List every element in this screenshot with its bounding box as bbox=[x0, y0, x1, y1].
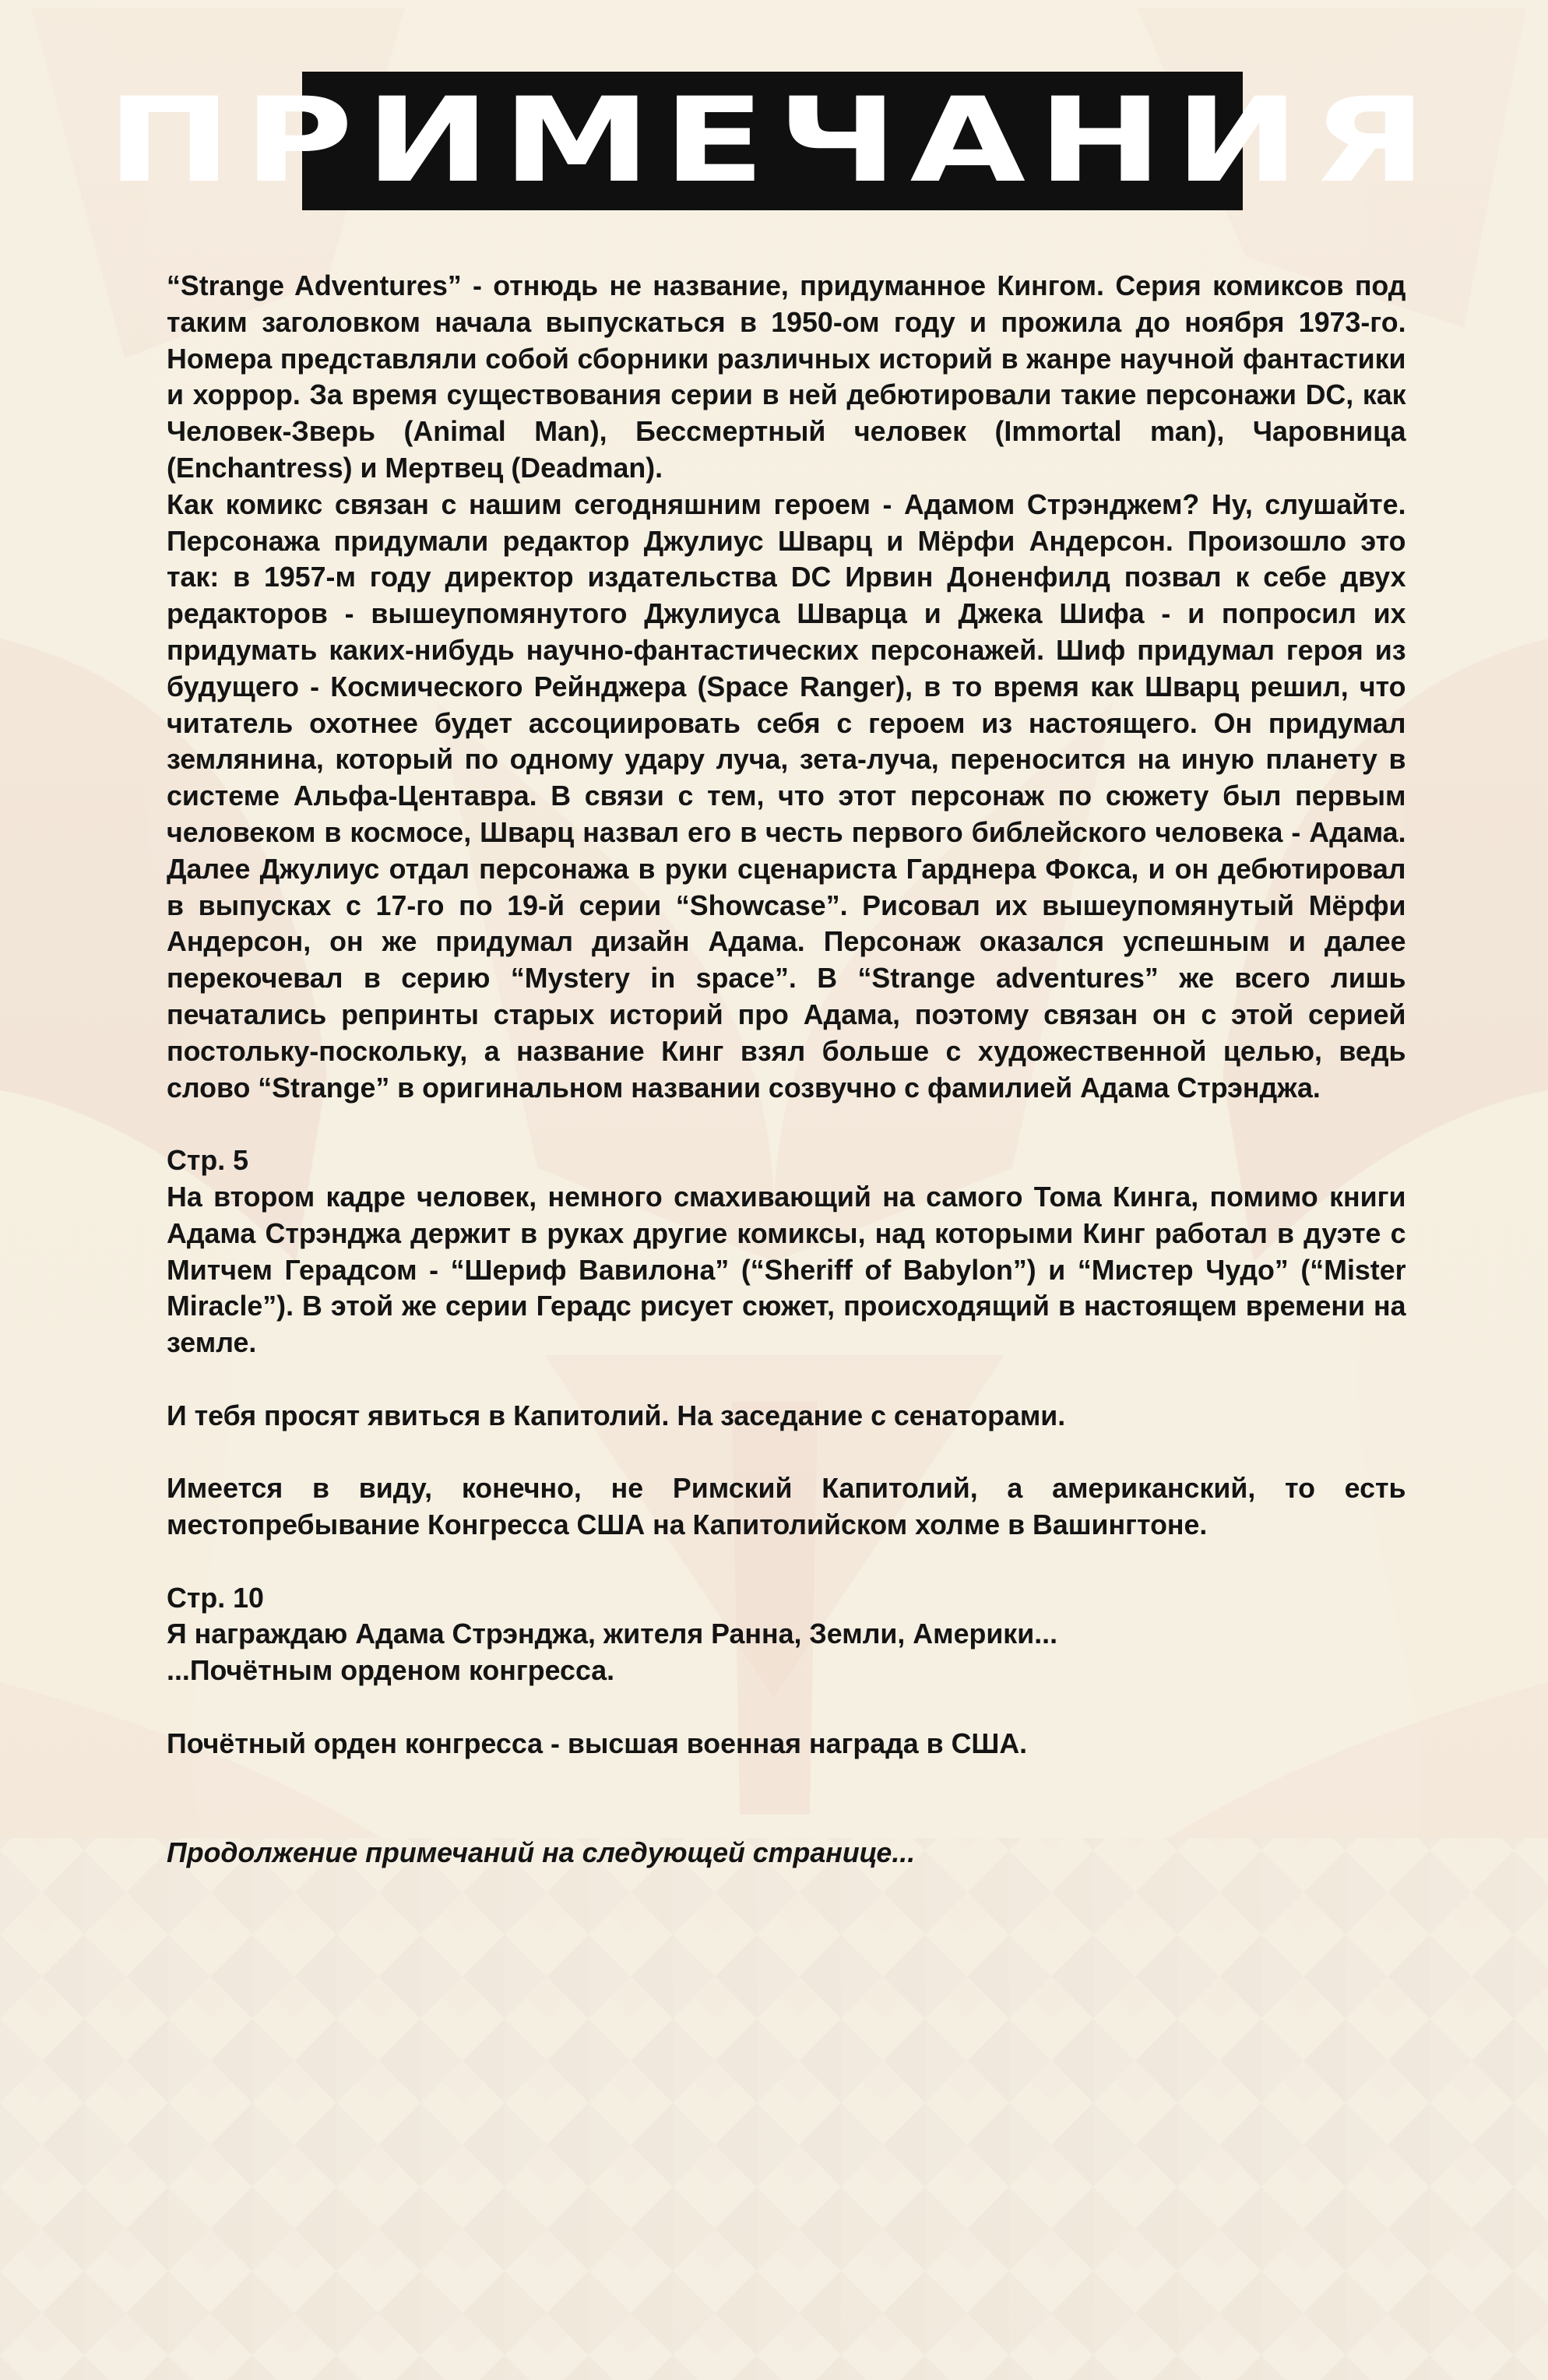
page-10-label: Стр. 10 bbox=[167, 1581, 264, 1614]
quote-award-line-1: Я награждаю Адама Стрэнджа, жителя Ранна, Земли, Америки... bbox=[167, 1618, 1058, 1650]
paragraph-strange-adventures: “Strange Adventures” - отнюдь не название, придуманное Кингом. Серия комиксов под таким заголовком начала выпускаться в 1950-ом году и прожила до ноября 1973-го. Номера представляли собой сборники различных историй в жанре научной фантастики и хоррор. За время существования серии в ней дебютировали такие персонажи DC, как Человек-Зверь (Animal Man), Бессмертный человек (Immortal man), Чаровница (Enchantress) и Мертвец (Deadman). bbox=[167, 269, 1406, 484]
notes-body bbox=[167, 268, 1406, 1871]
quote-award-line-2: ...Почётным орденом конгресса. bbox=[167, 1654, 615, 1687]
page-title: ПРИМЕЧАНИЯ bbox=[106, 73, 1439, 209]
title-banner bbox=[106, 72, 1439, 210]
paragraph-adam-strange: Как комикс связан с нашим сегодняшним героем - Адамом Стрэнджем? Ну, слушайте. Персонажа придумали редактор Джулиус Шварц и Мёрфи Андерсон. Произошло это так: в 1957-м году директор издательства DC Ирвин Доненфилд позвал к себе двух редакторов - вышеупомянутого Джулиуса Шварца и Джека Шифа - и попросил их придумать каких-нибудь научно-фантастических персонажей. Шиф придумал героя из будущего - Космического Рейнджера (Space Ranger), в то время как Шварц решил, что читатель охотнее будет ассоциировать себя с героем из настоящего. Он придумал землянина, который по одному удару луча, зета-луча, переносится на иную планету в системе Альфа-Центавра. В связи с тем, что этот персонаж по сюжету был первым человеком в космосе, Шварц назвал его в честь первого библейского человека - Адама. Далее Джулиус отдал персонажа в руки сценариста Гарднера Фокса, и он дебютировал в выпусках с 17-го по 19-й серии “Showcase”. Рисовал их вышеупомянутый Мёрфи Андерсон, он же придумал дизайн Адама. Персонаж оказался успешным и далее перекочевал в серию “Mystery in space”. В “Strange adventures” же всего лишь печатались репринты старых историй про Адама, поэтому связан он с этой серией постольку-поскольку, а название Кинг взял больше с художественной целью, ведь слово “Strange” в оригинальном названии созвучно с фамилией Адама Стрэнджа. bbox=[167, 488, 1406, 1104]
paragraph-page-5: На втором кадре человек, немного смахивающий на самого Тома Кинга, помимо книги Адама Стрэнджа держит в руках другие комиксы, над которыми Кинг работал в дуэте с Митчем Герадсом - “Шериф Вавилона” (“Sheriff of Babylon”) и “Мистер Чудо” (“Mister Miracle”). В этой же серии Герадс рисует сюжет, происходящий в настоящем времени на земле. bbox=[167, 1180, 1406, 1359]
page-5-label: Стр. 5 bbox=[167, 1144, 248, 1177]
paragraph-capitol: Имеется в виду, конечно, не Римский Капитолий, а американский, то есть местопребывание Конгресса США на Капитолийском холме в Вашингтоне. bbox=[167, 1472, 1406, 1541]
quote-capitol: И тебя просят явиться в Капитолий. На заседание с сенаторами. bbox=[167, 1399, 1066, 1431]
paragraph-medal: Почётный орден конгресса - высшая военная награда в США. bbox=[167, 1727, 1028, 1759]
continuation-note: Продолжение примечаний на следующей странице... bbox=[167, 1836, 916, 1869]
